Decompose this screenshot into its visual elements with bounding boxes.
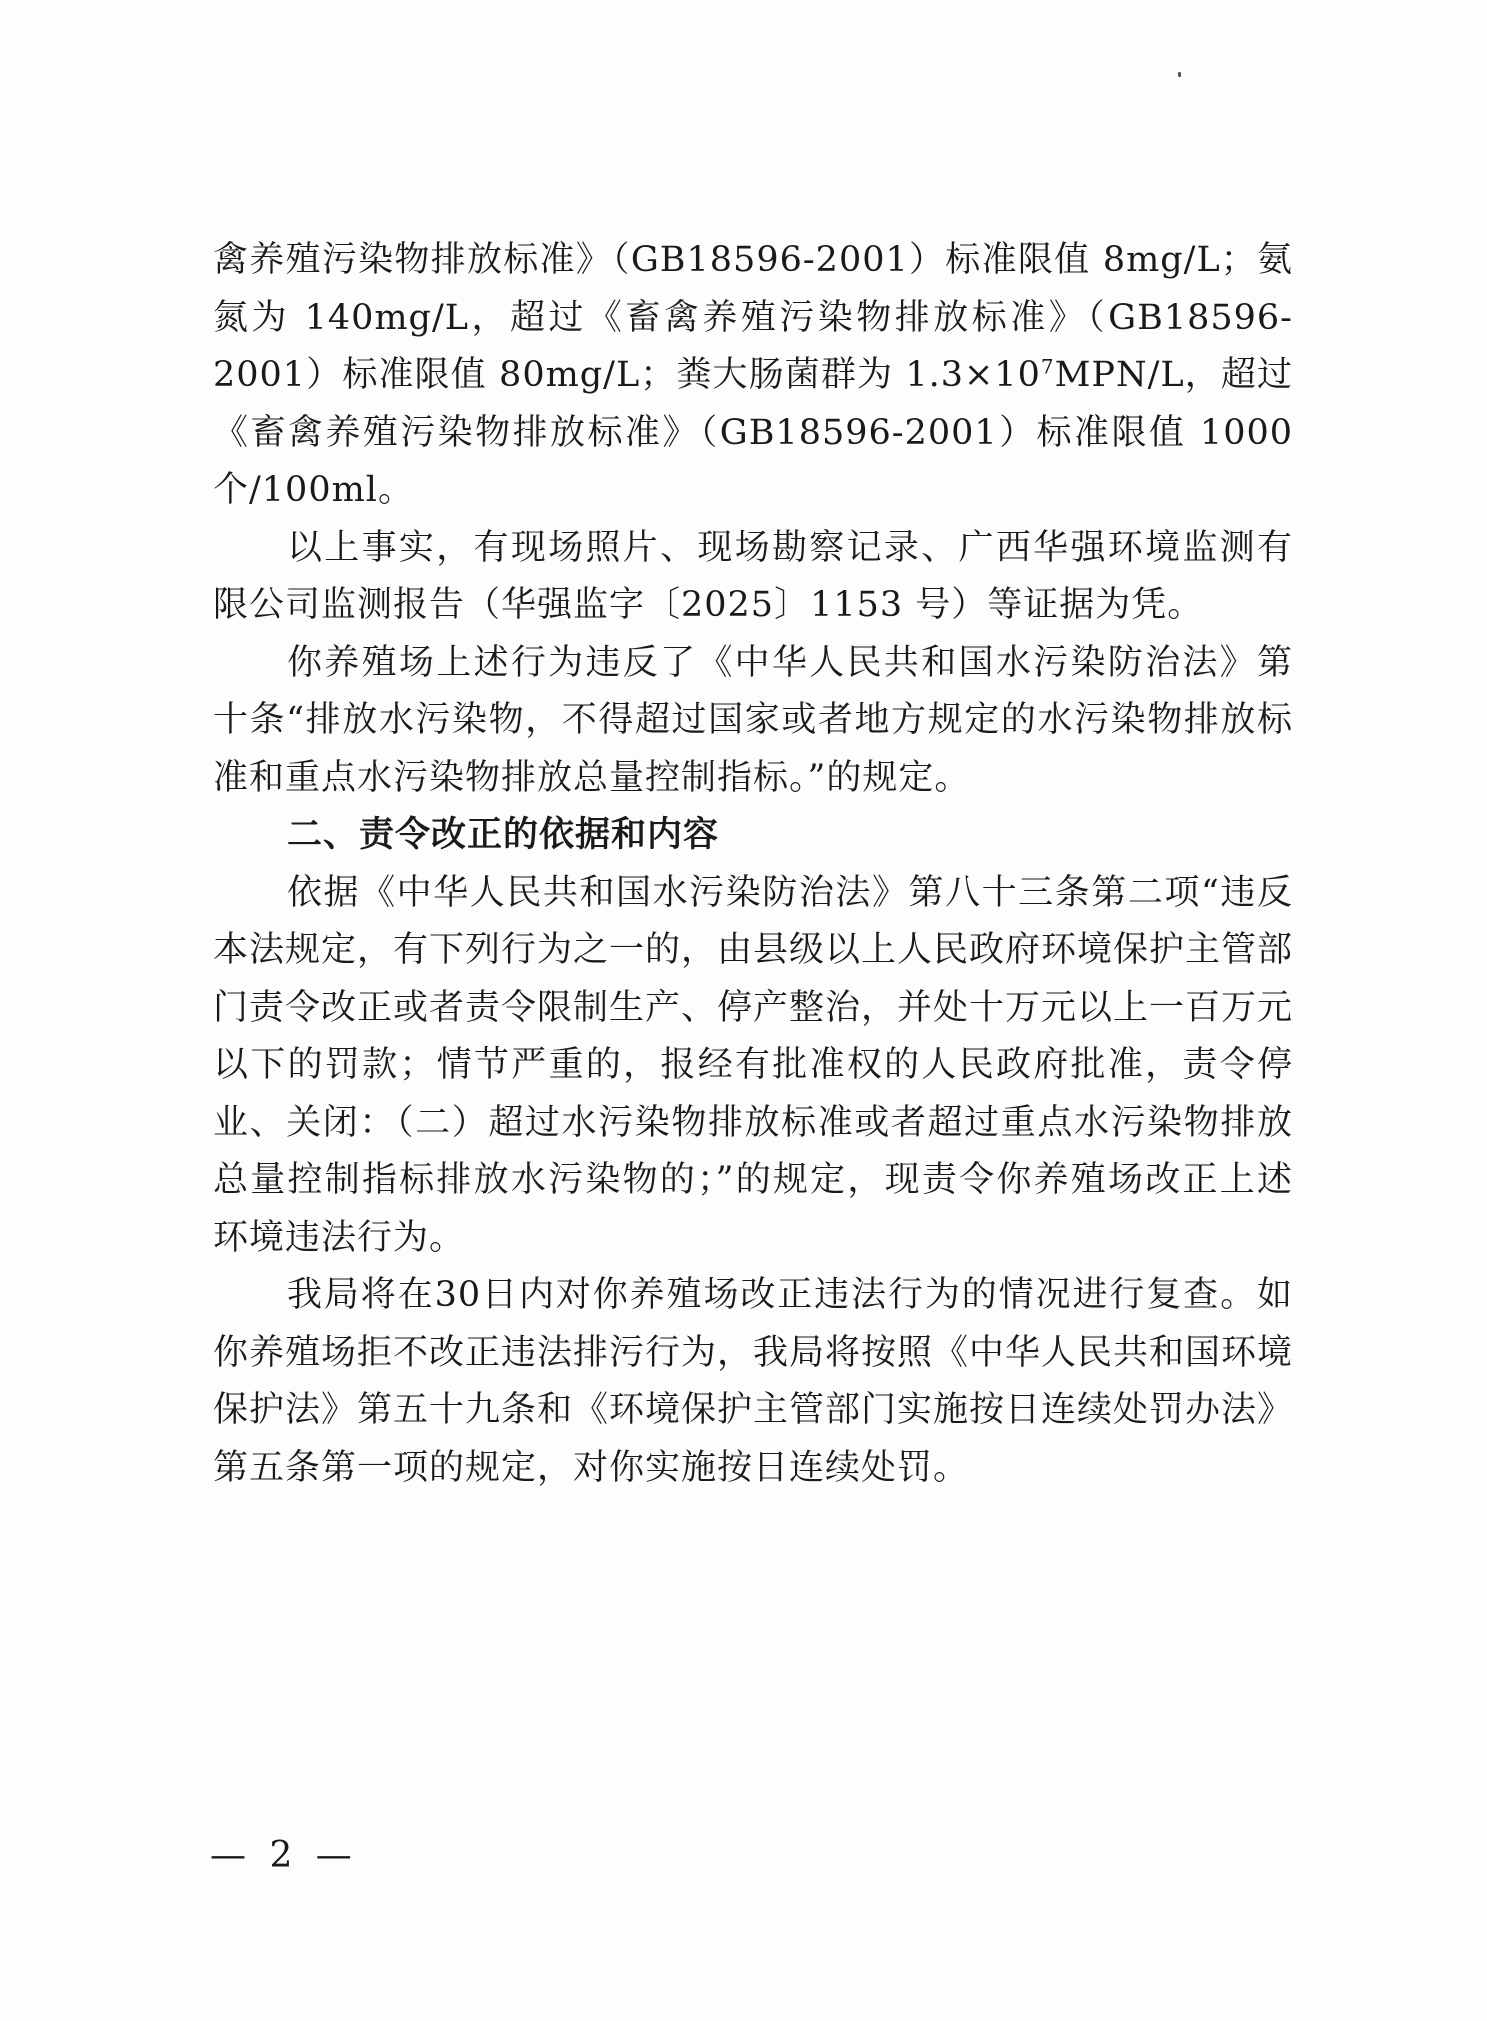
page-number: — 2 — [210, 1835, 358, 1876]
paragraph-text: 禽养殖污染物排放标准》（GB18596-2001）标准限值 8mg/L；氨氮为 140mg/L，超过《畜禽养殖污染物排放标准》（GB18596-2001）标准限值 80mg/L；粪大肠菌群为 1.3×10 [213, 240, 1293, 395]
exponent: 7 [1040, 354, 1055, 379]
paragraph-legal-basis: 依据《中华人民共和国水污染防治法》第八十三条第二项“违反本法规定，有下列行为之一的，由县级以上人民政府环境保护主管部门责令改正或者责令限制生产、停产整治，并处十万元以上一百万元以下的罚款；情节严重的，报经有批准权的人民政府批准，责令停业、关闭：（二）超过水污染物排放标准或者超过重点水污染物排放总量控制指标排放水污染物的；”的规定，现责令你养殖场改正上述环境违法行为。 [213, 872, 1294, 1258]
scan-speck [1178, 72, 1181, 77]
document-body [213, 232, 1293, 1497]
paragraph-pollution-values [213, 232, 1293, 520]
paragraph-review-notice: 我局将在30日内对你养殖场改正违法行为的情况进行复查。如你养殖场拒不改正违法排污行为，我局将按照《中华人民共和国环境保护法》第五十九条和《环境保护主管部门实施按日连续处罚办法》第五条第一项的规定，对你实施按日连续处罚。 [213, 1275, 1294, 1488]
paragraph-evidence: 以上事实，有现场照片、现场勘察记录、广西华强环境监测有限公司监测报告（华强监字〔2025〕1153 号）等证据为凭。 [213, 527, 1293, 625]
paragraph-text: MPN/L，超过《畜禽养殖污染物排放标准》（GB18596-2001）标准限值 1000 个/100ml。 [213, 355, 1294, 510]
section-heading: 二、责令改正的依据和内容 [287, 815, 720, 855]
paragraph-violation: 你养殖场上述行为违反了《中华人民共和国水污染防治法》第十条“排放水污染物，不得超过国家或者地方规定的水污染物排放标准和重点水污染物排放总量控制指标。”的规定。 [213, 642, 1293, 798]
